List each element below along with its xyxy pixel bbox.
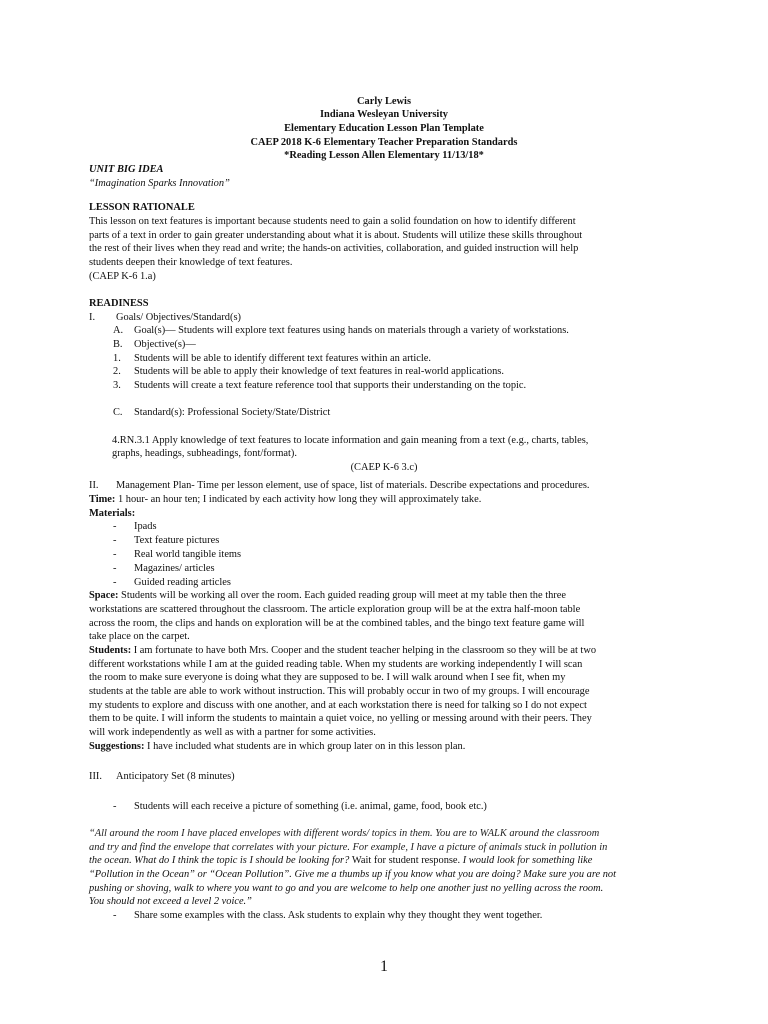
script-quote-line: “Pollution in the Ocean” or “Ocean Pollution”. Give me a thumbs up if you know what you are doing? Make sure you are not [89,869,616,880]
standards-title: CAEP 2018 K-6 Elementary Teacher Preparation Standards [250,137,518,148]
time-label: Time: [89,494,116,505]
space-text: Students will be working all over the room. Each guided reading group will meet at my table then the three [118,590,566,601]
item-text: Objective(s)— [134,339,196,350]
item-number: 3. [113,380,121,391]
rationale-heading: LESSON RATIONALE [89,202,195,213]
item-text: Text feature pictures [134,535,220,546]
item-number: 2. [113,366,121,377]
students-text-line: my students to explore and discuss with one another, and at each workstation there is need for talking so I do not expect [89,700,587,711]
space-text-line: across the room, the clips and hands on exploration will be at the combined tables, and the bingo text feature game will [89,618,585,629]
lesson-title: *Reading Lesson Allen Elementary 11/13/18* [284,150,484,161]
section-number: I. [89,312,96,323]
item-text: Magazines/ articles [134,563,215,574]
students-text-line: will work independently as well as with a partner for some activities. [89,727,376,738]
bullet-dash: - [113,521,117,532]
author-name: Carly Lewis [357,96,411,107]
space-text-line: take place on the carpet. [89,631,190,642]
bullet-dash: - [113,910,117,921]
script-quote-line: pushing or shoving, walk to where you want to go and you are welcome to help one another just no yelling across the room. [89,883,604,894]
teacher-note: Wait for student response. [351,855,461,866]
space-text-line: workstations are scattered throughout the classroom. The article exploration group will be at the extra half-moon table [89,604,581,615]
rationale-line: the rest of their lives when they read and write; the hands-on activities, collaboration, and guided instruction will help [89,243,579,254]
item-text: Students will be able to identify different text features within an article. [134,353,432,364]
big-idea-heading: UNIT BIG IDEA [89,164,164,175]
rationale-line: parts of a text in order to gain greater understanding about what it is about. Students will utilize these skills throughout [89,230,583,241]
students-text-line: them to be quite. I will inform the students to maintain a quiet voice, no yelling or messing around with their peers. They [89,713,592,724]
rationale-line: This lesson on text features is important because students need to gain a solid foundation on how to identify different [89,216,576,227]
item-text: Standard(s): Professional Society/State/District [134,407,331,418]
quote-text: I would look for something like [460,855,593,866]
section-title: Management Plan- Time per lesson element, use of space, list of materials. Describe expectations and procedures. [116,480,590,491]
script-quote-line [89,854,689,868]
section-number: III. [89,771,102,782]
script-quote-line: You should not exceed a level 2 voice.” [89,896,252,907]
item-letter: B. [113,339,123,350]
students-text-line: the room to make sure everyone is doing what they are supposed to be. I will walk around when I see fit, when my [89,672,566,683]
item-text: Students will create a text feature reference tool that supports their understanding on the topic. [134,380,527,391]
bullet-dash: - [113,801,117,812]
suggestions-line [89,740,689,754]
readiness-heading: READINESS [89,298,149,309]
big-idea-quote: “Imagination Sparks Innovation” [89,178,230,189]
item-text: Share some examples with the class. Ask students to explain why they thought they went together. [134,910,543,921]
item-letter: A. [113,325,124,336]
space-label: Space: [89,590,119,601]
suggestions-label: Suggestions: [89,741,145,752]
students-line [89,644,689,658]
space-line [89,589,689,603]
time-line [89,493,689,507]
students-text-line: different workstations while I am at the guided reading table. When my students are working independently I will scan [89,659,583,670]
students-text-line: students at the table are able to work without instruction. This will probably occur in two of my groups. I will encourage [89,686,590,697]
page-number: 1 [380,958,388,975]
section-number: II. [89,480,99,491]
item-letter: C. [113,407,123,418]
item-text: Students will be able to apply their knowledge of text features in real-world applications. [134,366,504,377]
section-title: Goals/ Objectives/Standard(s) [116,312,241,323]
script-quote-line: and try and find the envelope that correlates with your picture. For example, I have a picture of animals stuck in pollution in [89,842,608,853]
rationale-line: students deepen their knowledge of text features. [89,257,293,268]
item-text: Guided reading articles [134,577,231,588]
section-title: Anticipatory Set (8 minutes) [116,771,235,782]
bullet-dash: - [113,577,117,588]
materials-heading: Materials: [89,508,136,519]
standard-text-line: graphs, headings, subheadings, font/format). [112,448,297,459]
bullet-dash: - [113,563,117,574]
item-number: 1. [113,353,121,364]
students-text: I am fortunate to have both Mrs. Cooper and the student teacher helping in the classroom so they will be at two [131,645,597,656]
script-quote-line: “All around the room I have placed envelopes with different words/ topics in them. You are to WALK around the classroom [89,828,600,839]
university-name: Indiana Wesleyan University [320,109,448,120]
rationale-caep: (CAEP K-6 1.a) [89,271,156,282]
quote-text: the ocean. What do I think the topic is I should be looking for? [89,855,352,866]
standard-caep: (CAEP K-6 3.c) [350,462,418,473]
bullet-dash: - [113,535,117,546]
item-text: Real world tangible items [134,549,242,560]
time-text: 1 hour- an hour ten; I indicated by each activity how long they will approximately take. [115,494,482,505]
suggestions-text: I have included what students are in which group later on in this lesson plan. [144,741,466,752]
bullet-dash: - [113,549,117,560]
item-text: Students will each receive a picture of something (i.e. animal, game, food, book etc.) [134,801,487,812]
template-title: Elementary Education Lesson Plan Template [284,123,484,134]
item-text: Goal(s)— Students will explore text features using hands on materials through a variety of workstations. [134,325,569,336]
standard-text-line: 4.RN.3.1 Apply knowledge of text features to locate information and gain meaning from a text (e.g., charts, tables, [112,435,589,446]
students-label: Students: [89,645,132,656]
item-text: Ipads [134,521,157,532]
